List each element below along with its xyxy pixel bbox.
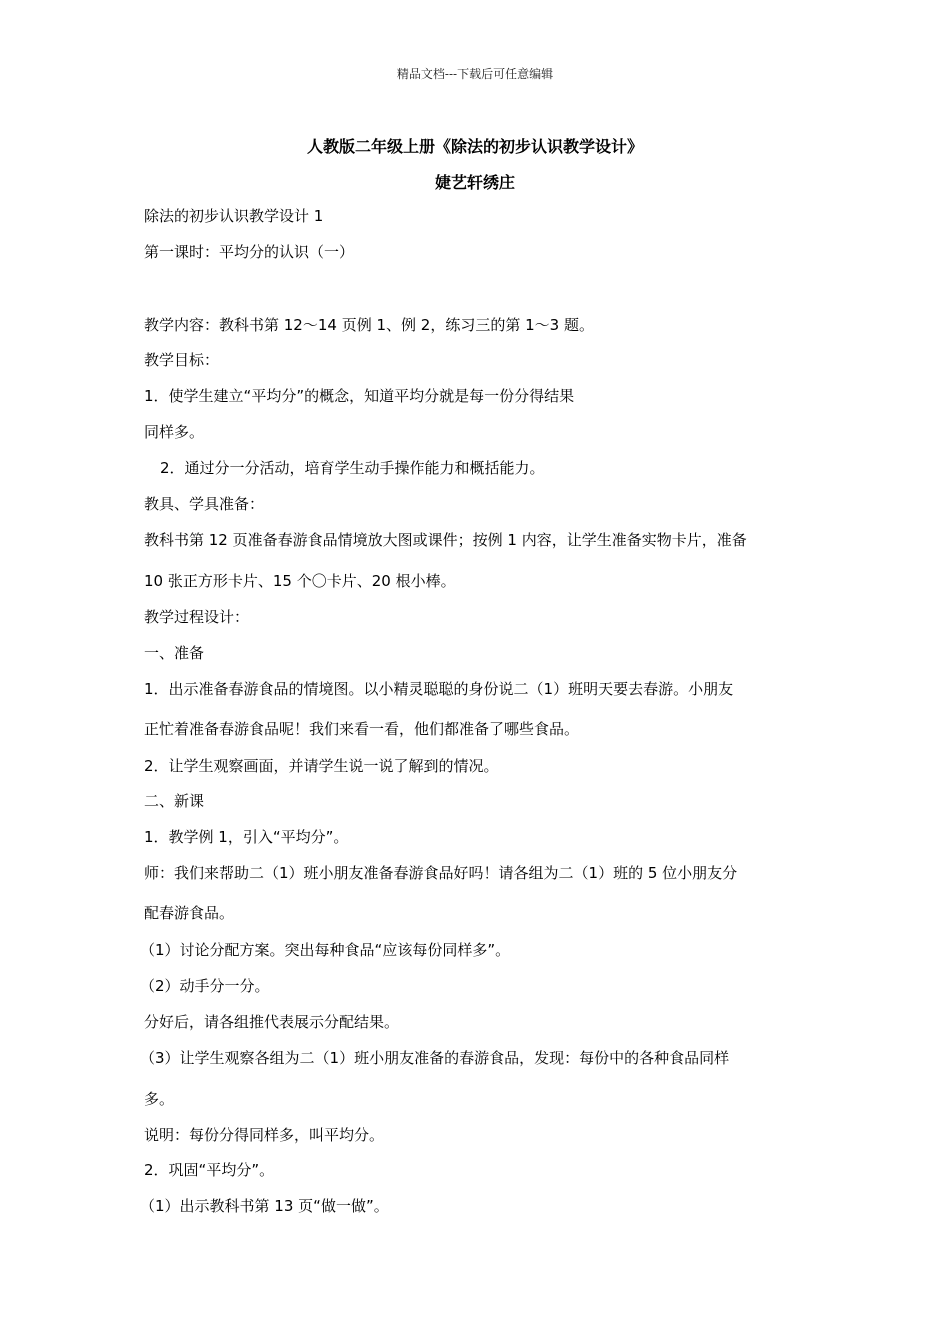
section-1-item-1-line-1: 1．出示准备春游食品的情境图。以小精灵聪聪的身份说二（1）班明天要去春游。小朋友 (144, 680, 734, 698)
section-2-item-1: 1．教学例 1，引入“平均分”。 (144, 828, 349, 846)
step-3-line-1: （3）让学生观察各组为二（1）班小朋友准备的春游食品，发现：每份中的各种食品同样 (140, 1049, 730, 1067)
teaching-content: 教学内容：教科书第 12～14 页例 1、例 2，练习三的第 1～3 题。 (144, 316, 594, 334)
goal-1-line-1: 1．使学生建立“平均分”的概念，知道平均分就是每一份分得结果 (144, 387, 575, 405)
goal-2: 2．通过分一分活动，培育学生动手操作能力和概括能力。 (160, 459, 545, 477)
section-1-heading: 一、准备 (144, 644, 205, 662)
process-heading: 教学过程设计： (144, 608, 250, 626)
section-1-item-1-line-2: 正忙着准备春游食品呢！我们来看一看，他们都准备了哪些食品。 (144, 720, 580, 738)
section-2-item-2-step-1: （1）出示教科书第 13 页“做一做”。 (140, 1197, 389, 1215)
teaching-goals-heading: 教学目标： (144, 351, 220, 369)
materials-heading: 教具、学具准备： (144, 495, 265, 513)
section-2-item-2: 2．巩固“平均分”。 (144, 1161, 275, 1179)
step-1: （1）讨论分配方案。突出每种食品“应该每份同样多”。 (140, 941, 511, 959)
teacher-line-1: 师：我们来帮助二（1）班小朋友准备春游食品好吗！请各组为二（1）班的 5 位小朋友分 (144, 864, 738, 882)
document-author: 婕艺轩绣庄 (434, 173, 515, 192)
materials-line-2: 10 张正方形卡片、15 个〇卡片、20 根小棒。 (144, 572, 456, 590)
materials-line-1: 教科书第 12 页准备春游食品情境放大图或课件；按例 1 内容，让学生准备实物卡片，准备 (144, 531, 747, 549)
step-3-line-2: 多。 (144, 1090, 175, 1108)
page-header: 精品文档---下载后可任意编辑 (396, 67, 554, 81)
lesson-heading: 第一课时：平均分的认识（一） (144, 243, 355, 261)
step-2: （2）动手分一分。 (140, 977, 270, 995)
subtitle-line: 除法的初步认识教学设计 1 (144, 207, 324, 225)
section-2-heading: 二、新课 (144, 792, 205, 810)
teacher-line-2: 配春游食品。 (144, 904, 235, 922)
step-2-note: 分好后，请各组推代表展示分配结果。 (144, 1013, 400, 1031)
document-title: 人教版二年级上册《除法的初步认识教学设计》 (306, 137, 643, 156)
section-1-item-2: 2．让学生观察画面，并请学生说一说了解到的情况。 (144, 757, 499, 775)
explanation-line: 说明：每份分得同样多，叫平均分。 (144, 1126, 385, 1144)
goal-1-line-2: 同样多。 (144, 423, 205, 441)
